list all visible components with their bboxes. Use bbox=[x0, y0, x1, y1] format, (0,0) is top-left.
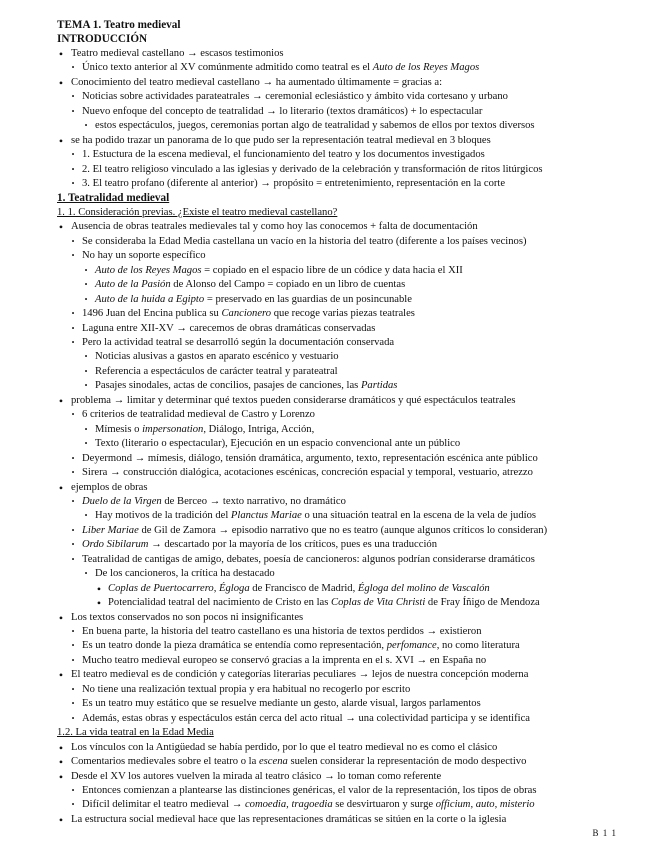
bullet-item-level-2 bbox=[57, 177, 655, 191]
bullet-item-level-3 bbox=[57, 264, 655, 278]
line-text: Entonces comienzan a plantearse las distinciones genéricas, el valor de la representación, los tipos de obras bbox=[82, 785, 537, 797]
bullet-icon: • bbox=[58, 46, 64, 61]
bullet-icon: • bbox=[84, 511, 88, 521]
heading bbox=[57, 32, 655, 46]
bullet-icon: • bbox=[71, 713, 75, 723]
line-text: Se consideraba la Edad Media castellana un vacío en la historia del teatro (diferente a los países vecinos) bbox=[82, 235, 527, 247]
bullet-item-level-3 bbox=[57, 379, 655, 393]
bullet-item-level-2 bbox=[57, 712, 655, 726]
bullet-icon: • bbox=[71, 468, 75, 478]
bullet-icon: • bbox=[84, 352, 88, 362]
bullet-icon: • bbox=[58, 133, 64, 148]
line-text: 1. 1. Consideración previas. ¿Existe el teatro medieval castellano? bbox=[57, 206, 338, 218]
bullet-item-level-2 bbox=[57, 784, 655, 798]
line-text: 1.2. La vida teatral en la Edad Media bbox=[57, 727, 214, 739]
bullet-icon: • bbox=[58, 480, 64, 495]
bullet-icon: • bbox=[58, 755, 64, 770]
line-text: TEMA 1. Teatro medieval bbox=[57, 19, 181, 31]
bullet-item-level-2 bbox=[57, 697, 655, 711]
heading bbox=[57, 18, 655, 32]
bullet-icon: • bbox=[71, 699, 75, 709]
line-text: Difícil delimitar el teatro medieval → comoedia, tragoedia se desvirtuaron y surge officium, auto, misterio bbox=[82, 799, 535, 811]
bullet-icon: • bbox=[71, 786, 75, 796]
bullet-icon: • bbox=[71, 323, 75, 333]
bullet-item-level-2 bbox=[57, 408, 655, 422]
bullet-item-level-3 bbox=[57, 278, 655, 292]
line-text: Mucho teatro medieval europeo se conservó gracias a la imprenta en el s. XVI → en España no bbox=[82, 654, 487, 666]
bullet-icon: • bbox=[58, 610, 64, 625]
bullet-item-level-3 bbox=[57, 437, 655, 451]
bullet-item-level-1 bbox=[57, 134, 655, 148]
line-text: Teatro medieval castellano → escasos testimonios bbox=[71, 47, 284, 59]
bullet-icon: • bbox=[71, 525, 75, 535]
line-text: 3. El teatro profano (diferente al anterior) → propósito = entretenimiento, representación en la corte bbox=[82, 177, 506, 189]
line-text: Pero la actividad teatral se desarrolló según la documentación conservada bbox=[82, 336, 395, 348]
line-text: Ausencia de obras teatrales medievales tal y como hoy las conocemos + falta de documentación bbox=[71, 221, 478, 233]
bullet-item-level-1 bbox=[57, 481, 655, 495]
bullet-item-level-3 bbox=[57, 567, 655, 581]
bullet-icon: • bbox=[84, 424, 88, 434]
line-text: Único texto anterior al XV comúnmente admitido como teatral es el Auto de los Reyes Magos bbox=[82, 62, 480, 74]
bullet-item-level-4 bbox=[57, 582, 655, 596]
bullet-icon: • bbox=[58, 740, 64, 755]
bullet-item-level-2 bbox=[57, 524, 655, 538]
bullet-item-level-3 bbox=[57, 119, 655, 133]
line-text: Auto de la Pasión de Alonso del Campo = copiado en un libro de cuentas bbox=[95, 279, 406, 291]
bullet-icon: • bbox=[84, 569, 88, 579]
bullet-icon: • bbox=[71, 554, 75, 564]
bullet-item-level-1 bbox=[57, 755, 655, 769]
bullet-icon: • bbox=[71, 150, 75, 160]
line-text: INTRODUCCIÓN bbox=[57, 33, 148, 46]
bullet-item-level-2 bbox=[57, 163, 655, 177]
bullet-icon: • bbox=[84, 439, 88, 449]
bullet-icon: • bbox=[84, 121, 88, 131]
line-text: Nuevo enfoque del concepto de teatralidad → lo literario (textos dramáticos) + lo espectacular bbox=[82, 105, 483, 117]
line-text: 1. Estuctura de la escena medieval, el funcionamiento del teatro y los documentos investigados bbox=[82, 149, 485, 161]
bullet-icon: • bbox=[58, 812, 64, 827]
line-text: Texto (literario o espectacular), Ejecución en un espacio convencional ante un público bbox=[95, 438, 461, 450]
bullet-item-level-2 bbox=[57, 307, 655, 321]
bullet-icon: • bbox=[71, 92, 75, 102]
bullet-item-level-2 bbox=[57, 625, 655, 639]
line-text: estos espectáculos, juegos, ceremonias portan algo de teatralidad y sabemos de ellos por textos diversos bbox=[95, 120, 535, 132]
line-text: En buena parte, la historia del teatro castellano es una historia de textos perdidos → existieron bbox=[82, 626, 482, 638]
line-text: Laguna entre XII-XV → carecemos de obras dramáticas conservadas bbox=[82, 322, 376, 334]
bullet-item-level-1 bbox=[57, 813, 655, 827]
bullet-item-level-2 bbox=[57, 553, 655, 567]
line-text: Desde el XV los autores vuelven la mirada al teatro clásico → lo toman como referente bbox=[71, 770, 442, 782]
bullet-icon: • bbox=[96, 596, 102, 611]
bullet-icon: • bbox=[71, 655, 75, 665]
bullet-item-level-2 bbox=[57, 235, 655, 249]
line-text: Es un teatro donde la pieza dramática se entendía como representación, perfomance, no como literatura bbox=[82, 640, 520, 652]
bullet-item-level-3 bbox=[57, 293, 655, 307]
section-heading bbox=[57, 191, 655, 205]
line-text: Liber Mariae de Gil de Zamora → episodio narrativo que no es teatro (aunque algunos críticos lo consideran) bbox=[82, 524, 548, 536]
bullet-item-level-3 bbox=[57, 509, 655, 523]
line-text: se ha podido trazar un panorama de lo que pudo ser la representación teatral medieval en 3 bloques bbox=[71, 134, 491, 146]
bullet-icon: • bbox=[71, 627, 75, 637]
line-text: Auto de los Reyes Magos = copiado en el espacio libre de un códice y data hacia el XII bbox=[95, 264, 463, 276]
line-text: No hay un soporte específico bbox=[82, 250, 206, 262]
bullet-icon: • bbox=[58, 769, 64, 784]
bullet-icon: • bbox=[71, 251, 75, 261]
line-text: La estructura social medieval hace que las representaciones dramáticas se sitúen en la corte o la iglesia bbox=[71, 813, 507, 825]
bullet-item-level-2 bbox=[57, 249, 655, 263]
bullet-icon: • bbox=[71, 178, 75, 188]
bullet-item-level-1 bbox=[57, 770, 655, 784]
line-text: Pasajes sinodales, actas de concilios, pasajes de canciones, las Partidas bbox=[95, 380, 398, 392]
bullet-item-level-2 bbox=[57, 452, 655, 466]
bullet-icon: • bbox=[71, 164, 75, 174]
bullet-icon: • bbox=[71, 453, 75, 463]
bullet-icon: • bbox=[58, 668, 64, 683]
line-text: Referencia a espectáculos de carácter teatral y parateatral bbox=[95, 365, 338, 377]
line-text: Los textos conservados no son pocos ni insignificantes bbox=[71, 611, 304, 623]
line-text: Duelo de la Virgen de Berceo → texto narrativo, no dramático bbox=[82, 495, 346, 507]
bullet-item-level-1 bbox=[57, 741, 655, 755]
bullet-item-level-2 bbox=[57, 654, 655, 668]
bullet-item-level-1 bbox=[57, 611, 655, 625]
bullet-item-level-2 bbox=[57, 336, 655, 350]
bullet-icon: • bbox=[84, 381, 88, 391]
page-number: B 1 1 bbox=[592, 828, 617, 838]
bullet-icon: • bbox=[71, 63, 75, 73]
bullet-item-level-2 bbox=[57, 639, 655, 653]
line-text: Teatralidad de cantigas de amigo, debates, poesía de cancioneros: algunos podrían considerarse dramáticos bbox=[82, 553, 535, 565]
bullet-icon: • bbox=[71, 337, 75, 347]
bullet-item-level-1 bbox=[57, 220, 655, 234]
line-text: Coplas de Puertocarrero, Égloga de Francisco de Madrid, Égloga del molino de Vascalón bbox=[108, 582, 490, 594]
line-text: Noticias alusivas a gastos en aparato escénico y vestuario bbox=[95, 351, 339, 363]
bullet-item-level-3 bbox=[57, 365, 655, 379]
bullet-item-level-2 bbox=[57, 105, 655, 119]
bullet-icon: • bbox=[71, 540, 75, 550]
bullet-icon: • bbox=[96, 581, 102, 596]
line-text: Deyermond → mímesis, diálogo, tensión dramática, argumento, texto, representación escénica ante público bbox=[82, 452, 538, 464]
line-text: Potencialidad teatral del nacimiento de Cristo en las Coplas de Vita Christi de Fray Íñigo de Mendoza bbox=[108, 597, 540, 609]
line-text: Sirera → construcción dialógica, acotaciones escénicas, concreción espacial y temporal, vestuario, atrezzo bbox=[82, 467, 533, 479]
line-text: problema → limitar y determinar qué textos pueden considerarse dramáticos y qué espectáculos teatrales bbox=[71, 394, 516, 406]
line-text: Comentarios medievales sobre el teatro o la escena suelen considerar la representación de modo despectivo bbox=[71, 756, 527, 768]
line-text: Además, estas obras y espectáculos están cerca del acto ritual → una colectividad participa y se identifica bbox=[82, 712, 530, 724]
bullet-item-level-4 bbox=[57, 596, 655, 610]
bullet-item-level-2 bbox=[57, 90, 655, 104]
bullet-item-level-2 bbox=[57, 683, 655, 697]
line-text: Mímesis o impersonation, Diálogo, Intriga, Acción, bbox=[95, 423, 315, 435]
line-text: 1. Teatralidad medieval bbox=[57, 192, 170, 205]
bullet-item-level-1 bbox=[57, 76, 655, 90]
line-text: De los cancioneros, la crítica ha destacado bbox=[95, 568, 275, 580]
line-text: Hay motivos de la tradición del Planctus Mariae o una situación teatral en la escena de la vela de judíos bbox=[95, 510, 536, 522]
bullet-icon: • bbox=[84, 265, 88, 275]
bullet-icon: • bbox=[71, 684, 75, 694]
bullet-icon: • bbox=[71, 410, 75, 420]
bullet-item-level-2 bbox=[57, 322, 655, 336]
bullet-icon: • bbox=[58, 220, 64, 235]
bullet-icon: • bbox=[84, 280, 88, 290]
line-text: No tiene una realización textual propia y era habitual no recogerlo por escrito bbox=[82, 683, 411, 695]
line-text: Los vínculos con la Antigüedad se había perdido, por lo que el teatro medieval no es como el clásico bbox=[71, 741, 498, 753]
bullet-icon: • bbox=[84, 294, 88, 304]
bullet-item-level-1 bbox=[57, 668, 655, 682]
bullet-item-level-2 bbox=[57, 495, 655, 509]
line-text: 2. El teatro religioso vinculado a las iglesias y derivado de la celebración y transformación de ritos litúrgicos bbox=[82, 163, 543, 175]
bullet-icon: • bbox=[71, 800, 75, 810]
bullet-item-level-2 bbox=[57, 148, 655, 162]
subsection-heading bbox=[57, 726, 655, 740]
line-text: El teatro medieval es de condición y categorías literarias peculiares → lejos de nuestra concepción moderna bbox=[71, 669, 529, 681]
line-text: Conocimiento del teatro medieval castellano → ha aumentado últimamente = gracias a: bbox=[71, 76, 443, 88]
line-text: Ordo Sibilarum → descartado por la mayoría de los críticos, pues es una traducción bbox=[82, 539, 438, 551]
line-text: 1496 Juan del Encina publica su Cancionero que recoge varias piezas teatrales bbox=[82, 308, 415, 320]
bullet-item-level-1 bbox=[57, 47, 655, 61]
line-text: 6 criterios de teatralidad medieval de Castro y Lorenzo bbox=[82, 409, 315, 421]
line-text: Auto de la huida a Egipto = preservado en las guardias de un posincunable bbox=[95, 293, 412, 305]
bullet-icon: • bbox=[84, 366, 88, 376]
bullet-item-level-2 bbox=[57, 538, 655, 552]
bullet-icon: • bbox=[71, 236, 75, 246]
bullet-item-level-2 bbox=[57, 466, 655, 480]
bullet-item-level-2 bbox=[57, 798, 655, 812]
bullet-icon: • bbox=[71, 106, 75, 116]
bullet-icon: • bbox=[71, 496, 75, 506]
line-text: Es un teatro muy estático que se resuelve mediante un gesto, alarde visual, largos parlamentos bbox=[82, 698, 481, 710]
bullet-item-level-1 bbox=[57, 394, 655, 408]
bullet-icon: • bbox=[58, 75, 64, 90]
line-text: Noticias sobre actividades parateatrales → ceremonial eclesiástico y ámbito vida cortesano y urbano bbox=[82, 91, 508, 103]
bullet-item-level-3 bbox=[57, 350, 655, 364]
bullet-icon: • bbox=[58, 393, 64, 408]
bullet-item-level-3 bbox=[57, 423, 655, 437]
line-text: ejemplos de obras bbox=[71, 481, 148, 493]
bullet-icon: • bbox=[71, 641, 75, 651]
bullet-icon: • bbox=[71, 309, 75, 319]
bullet-item-level-2 bbox=[57, 61, 655, 75]
subsection-heading bbox=[57, 206, 655, 220]
